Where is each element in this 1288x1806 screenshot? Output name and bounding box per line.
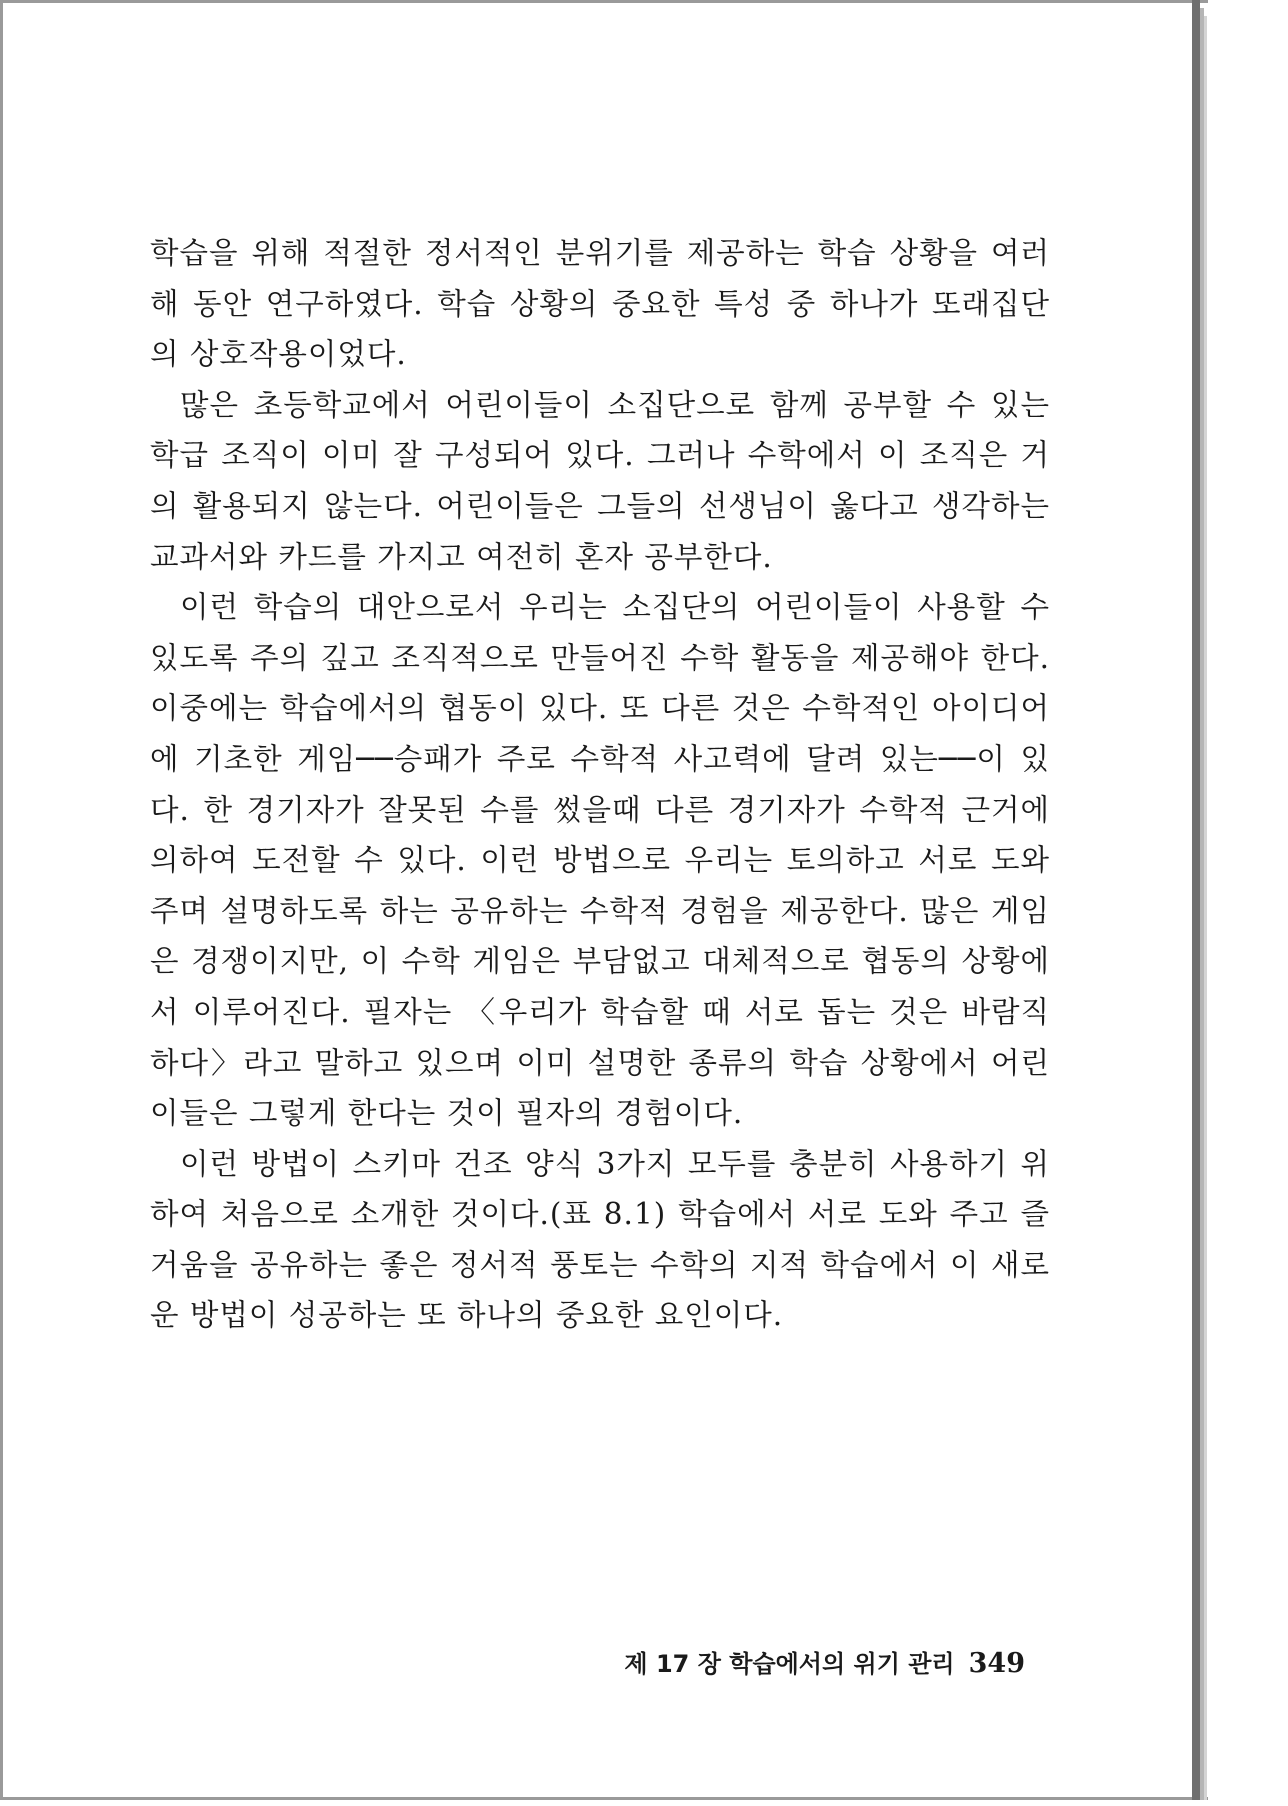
paragraph: 많은 초등학교에서 어린이들이 소집단으로 함께 공부할 수 있는 학급 조직이 이미 잘 구성되어 있다. 그러나 수학에서 이 조직은 거의 활용되지 않는다. 어린이들은 그들의 선생님이 옳다고 생각하는 교과서와 카드를 가지고 여전히 혼자 공부한다.: [150, 387, 1050, 574]
paragraph: 이런 학습의 대안으로서 우리는 소집단의 어린이들이 사용할 수 있도록 주의 깊고 조직적으로 만들어진 수학 활동을 제공해야 한다. 이중에는 학습에서의 협동이 있다. 또 다른 것은 수학적인 아이디어에 기초한 게임──승패가 주로 수학적 사고력에 달려 있는──이 있다. 한 경기자가 잘못된 수를 썼을때 다른 경기자가 수학적 근거에 의하여 도전할 수 있다. 이런 방법으로 우리는 토의하고 서로 도와 주며 설명하도록 하는 공유하는 수학적 경험을 제공한다. 많은 게임은 경쟁이지만, 이 수학 게임은 부담없고 대체적으로 협동의 상황에서 이루어진다. 필자는 〈우리가 학습할 때 서로 돕는 것은 바람직하다〉라고 말하고 있으며 이미 설명한 종류의 학습 상황에서 어린이들은 그렇게 한다는 것이 필자의 경험이다.: [150, 590, 1050, 1131]
page-edge-highlight: [1204, 16, 1207, 1800]
page-footer: [624, 1644, 1025, 1679]
paragraph: 이런 방법이 스키마 건조 양식 3가지 모두를 충분히 사용하기 위하여 처음으로 소개한 것이다.(표 8.1) 학습에서 서로 도와 주고 즐거움을 공유하는 좋은 정서적 풍토는 수학의 지적 학습에서 이 새로운 방법이 성공하는 또 하나의 중요한 요인이다.: [150, 1146, 1050, 1333]
page-number: 349: [968, 1648, 1025, 1679]
paragraph: 학습을 위해 적절한 정서적인 분위기를 제공하는 학습 상황을 여러 해 동안 연구하였다. 학습 상황의 중요한 특성 중 하나가 또래집단의 상호작용이었다.: [150, 236, 1050, 372]
body-text: [150, 228, 1050, 1341]
page-edge: [1192, 0, 1200, 1800]
running-head: 제 17 장 학습에서의 위기 관리: [624, 1650, 955, 1678]
